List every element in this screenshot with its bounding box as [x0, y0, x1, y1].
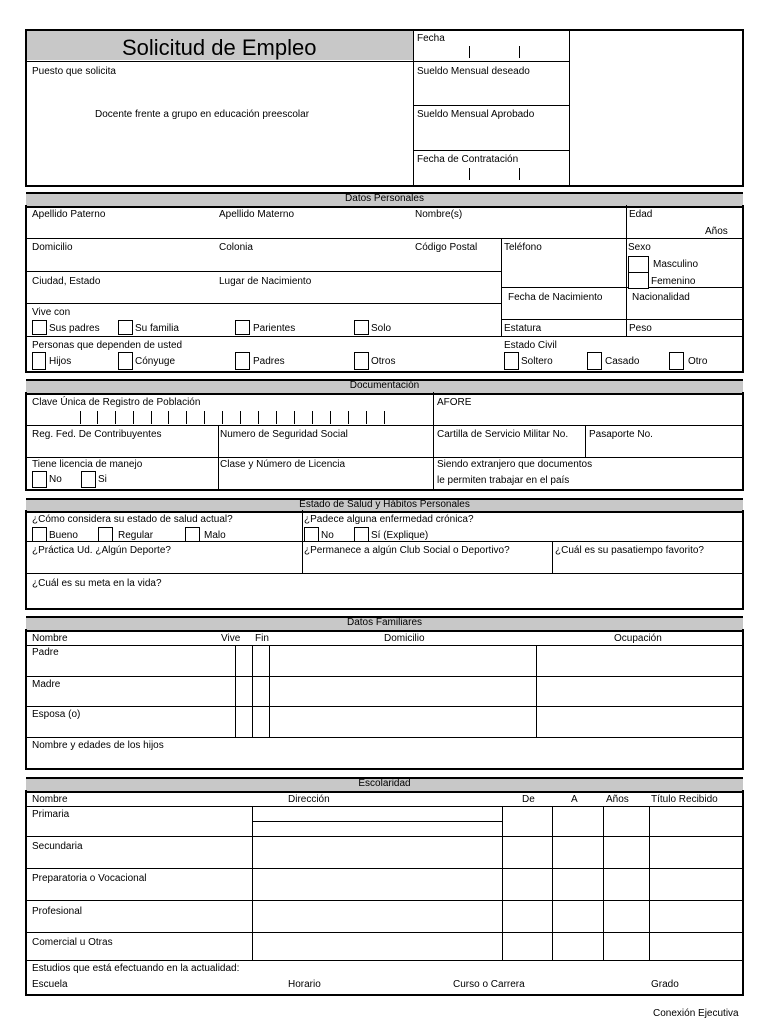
esc-col-direccion: Dirección — [288, 794, 330, 805]
preparatoria-label: Preparatoria o Vocacional — [32, 873, 147, 884]
fecha-nacimiento-label: Fecha de Nacimiento — [508, 292, 603, 303]
colonia-label: Colonia — [219, 242, 253, 253]
sueldo-aprobado-label: Sueldo Mensual Aprobado — [417, 109, 535, 120]
su-familia-label: Su familia — [135, 323, 179, 334]
footer-brand: Conexión Ejecutiva — [653, 1008, 739, 1019]
escuela-label: Escuela — [32, 979, 68, 990]
extranjero-line-2: le permiten trabajar en el país — [437, 475, 570, 486]
ciudad-label: Ciudad, Estado — [32, 276, 101, 287]
lugar-nacimiento-label: Lugar de Nacimiento — [219, 276, 312, 287]
otro-label: Otro — [688, 356, 708, 367]
soltero-checkbox[interactable] — [504, 352, 519, 370]
page-title: Solicitud de Empleo — [122, 35, 317, 60]
pasaporte-label: Pasaporte No. — [589, 429, 653, 440]
parientes-label: Parientes — [253, 323, 296, 334]
nombres-label: Nombre(s) — [415, 209, 463, 220]
clase-licencia-label: Clase y Número de Licencia — [220, 459, 346, 470]
bueno-checkbox[interactable] — [32, 527, 47, 542]
estatura-label: Estatura — [504, 323, 542, 334]
sueldo-deseado-label: Sueldo Mensual deseado — [417, 66, 530, 77]
apellido-paterno-label: Apellido Paterno — [32, 209, 106, 220]
fam-col-ocupacion: Ocupación — [614, 633, 662, 644]
profesional-label: Profesional — [32, 906, 83, 917]
fam-col-fin: Fin — [255, 633, 269, 644]
puesto-label: Puesto que solicita — [32, 66, 116, 77]
esposa-label: Esposa (o) — [32, 709, 81, 720]
fam-col-nombre: Nombre — [32, 633, 68, 644]
secundaria-label: Secundaria — [32, 841, 83, 852]
masculino-checkbox[interactable] — [628, 256, 649, 273]
esc-col-de: De — [522, 794, 535, 805]
nacionalidad-label: Nacionalidad — [632, 292, 690, 303]
estado-civil-label: Estado Civil — [504, 340, 557, 351]
fecha-contratacion-label: Fecha de Contratación — [417, 154, 519, 165]
rfc-label: Reg. Fed. De Contribuyentes — [32, 429, 162, 440]
cartilla-label: Cartilla de Servicio Militar No. — [437, 429, 569, 440]
peso-label: Peso — [629, 323, 652, 334]
licencia-no-checkbox[interactable] — [32, 471, 47, 488]
solo-label: Solo — [371, 323, 392, 334]
otros-label: Otros — [371, 356, 396, 367]
dependen-label: Personas que dependen de usted — [32, 340, 183, 351]
sus-padres-label: Sus padres — [49, 323, 100, 334]
domicilio-label: Domicilio — [32, 242, 73, 253]
sus-padres-checkbox[interactable] — [32, 320, 47, 335]
estudios-actuales-label: Estudios que está efectuando en la actualidad: — [32, 963, 240, 974]
esc-col-a: A — [571, 794, 578, 805]
anios-label: Años — [705, 226, 728, 237]
q-club-label: ¿Permanece a algún Club Social o Deportivo? — [304, 545, 510, 556]
padre-label: Padre — [32, 647, 59, 658]
grado-label: Grado — [651, 979, 679, 990]
section-datos-personales: Datos Personales — [26, 192, 743, 208]
apellido-materno-label: Apellido Materno — [219, 209, 295, 220]
primaria-label: Primaria — [32, 809, 70, 820]
licencia-si-label: Si — [98, 474, 107, 485]
fam-col-domicilio: Domicilio — [384, 633, 425, 644]
casado-label: Casado — [605, 356, 640, 367]
section-salud: Estado de Salud y Hábitos Personales — [26, 498, 743, 513]
hijos-nombres-label: Nombre y edades de los hijos — [32, 740, 164, 751]
cronica-si-checkbox[interactable] — [354, 527, 369, 542]
soltero-label: Soltero — [521, 356, 553, 367]
q-meta-label: ¿Cuál es su meta en la vida? — [32, 578, 162, 589]
horario-label: Horario — [288, 979, 321, 990]
su-familia-checkbox[interactable] — [118, 320, 133, 335]
conyuge-label: Cónyuge — [135, 356, 176, 367]
section-escolaridad: Escolaridad — [26, 777, 743, 793]
section-documentacion: Documentación — [26, 379, 743, 395]
puesto-value: Docente frente a grupo en educación preescolar — [95, 109, 310, 120]
licencia-label: Tiene licencia de manejo — [32, 459, 143, 470]
cronica-si-label: Sí (Explique) — [371, 530, 429, 541]
edad-label: Edad — [629, 209, 653, 220]
extranjero-line-1: Siendo extranjero que documentos — [437, 459, 593, 470]
section-familiares: Datos Familiares — [26, 616, 743, 632]
fecha-label: Fecha — [417, 33, 445, 44]
conyuge-checkbox[interactable] — [118, 352, 133, 370]
afore-label: AFORE — [437, 397, 472, 408]
codigo-postal-label: Código Postal — [415, 242, 478, 253]
licencia-no-label: No — [49, 474, 62, 485]
q-pasatiempo-label: ¿Cuál es su pasatiempo favorito? — [555, 545, 704, 556]
madre-label: Madre — [32, 679, 61, 690]
solo-checkbox[interactable] — [354, 320, 369, 335]
regular-label: Regular — [118, 530, 154, 541]
esc-col-nombre: Nombre — [32, 794, 68, 805]
femenino-label: Femenino — [651, 276, 696, 287]
nss-label: Numero de Seguridad Social — [220, 429, 348, 440]
licencia-si-checkbox[interactable] — [81, 471, 96, 488]
bueno-label: Bueno — [49, 530, 78, 541]
q-salud-label: ¿Cómo considera su estado de salud actual? — [32, 514, 233, 525]
otros-checkbox[interactable] — [354, 352, 369, 370]
padres-label: Padres — [253, 356, 285, 367]
sexo-label: Sexo — [628, 242, 651, 253]
regular-checkbox[interactable] — [98, 527, 113, 542]
esc-col-titulo: Título Recibido — [651, 794, 718, 805]
femenino-checkbox[interactable] — [628, 272, 649, 289]
esc-col-anios: Años — [606, 794, 629, 805]
padres-checkbox[interactable] — [235, 352, 250, 370]
fam-col-vive: Vive — [221, 633, 241, 644]
q-deporte-label: ¿Práctica Ud. ¿Algún Deporte? — [32, 545, 171, 556]
hijos-label: Hijos — [49, 356, 72, 367]
casado-checkbox[interactable] — [587, 352, 602, 370]
cronica-no-checkbox[interactable] — [304, 527, 319, 542]
comercial-label: Comercial u Otras — [32, 937, 113, 948]
vive-con-label: Vive con — [32, 307, 71, 318]
parientes-checkbox[interactable] — [235, 320, 250, 335]
hijos-checkbox[interactable] — [32, 352, 46, 370]
curso-label: Curso o Carrera — [453, 979, 525, 990]
cronica-no-label: No — [321, 530, 334, 541]
otro-checkbox[interactable] — [669, 352, 684, 370]
malo-checkbox[interactable] — [185, 527, 200, 542]
telefono-label: Teléfono — [504, 242, 542, 253]
malo-label: Malo — [204, 530, 226, 541]
masculino-label: Masculino — [653, 259, 699, 270]
q-cronica-label: ¿Padece alguna enfermedad crónica? — [304, 514, 474, 525]
curp-label: Clave Única de Registro de Población — [32, 397, 201, 408]
